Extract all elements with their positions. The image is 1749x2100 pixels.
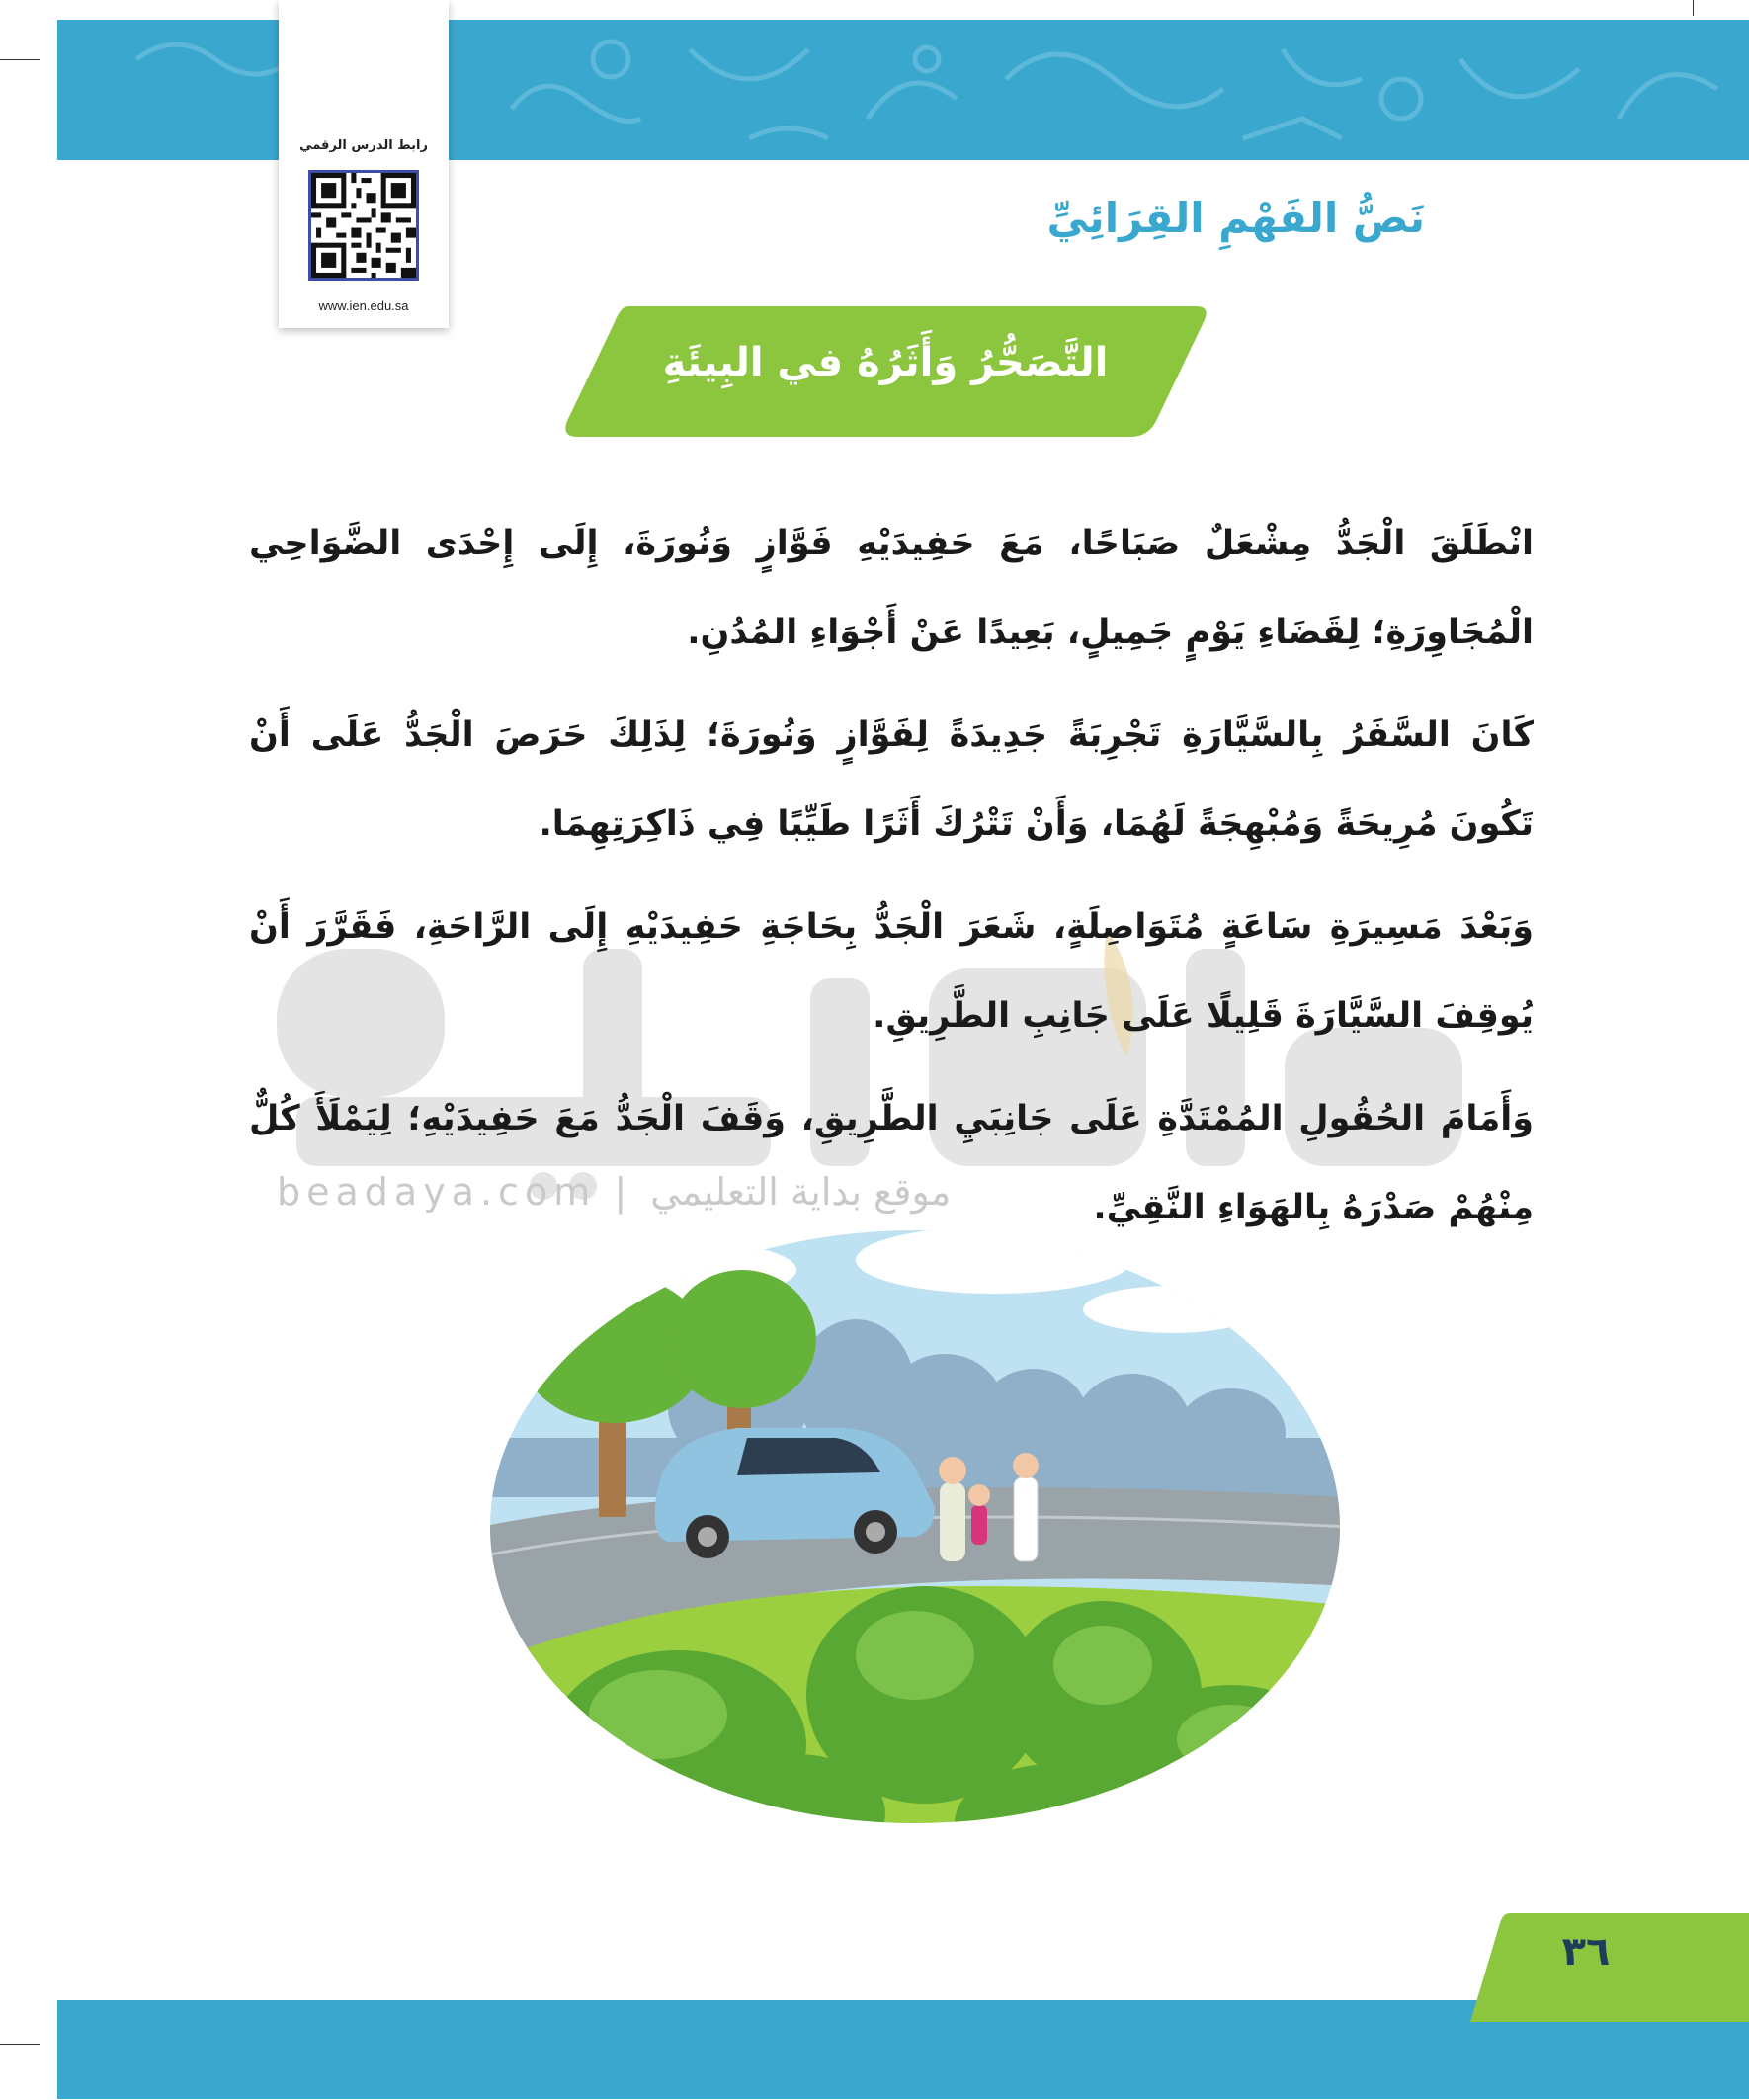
lesson-title: التَّصَحُّرُ وَأَثَرُهُ في البِيئَةِ xyxy=(662,340,1109,385)
page-number: ٣٦ xyxy=(1561,1929,1611,1974)
qr-code-icon[interactable] xyxy=(308,170,419,281)
scene-illustration xyxy=(480,1230,1350,1838)
paragraph: وَأَمَامَ الحُقُولِ المُمْتَدَّةِ عَلَى جَانِبَيِ الطَّرِيقِ، وَقَفَ الْجَدُّ مَعَ حَفِيدَيْهِ؛ لِيَمْلَأَ كُلٌّ مِنْهُمْ صَدْرَهُ بِالهَوَاءِ النَّقِيِّ. xyxy=(249,1099,1534,1227)
paragraph: انْطَلَقَ الْجَدُّ مِشْعَلٌ صَبَاحًا، مَعَ حَفِيدَيْهِ فَوَّازٍ وَنُورَةَ، إِلَى إِحْدَى الضَّوَاحِي الْمُجَاوِرَةِ؛ لِقَضَاءِ يَوْمٍ جَمِيلٍ، بَعِيدًا عَنْ أَجْوَاءِ المُدُنِ. xyxy=(249,524,1534,652)
qr-card[interactable] xyxy=(279,0,449,328)
car-icon xyxy=(655,1428,935,1558)
qr-caption: رابط الدرس الرقمي xyxy=(299,138,428,153)
reading-text xyxy=(249,499,1534,1266)
crop-mark xyxy=(1693,0,1694,16)
crop-mark xyxy=(0,2044,40,2045)
paragraph: كَانَ السَّفَرُ بِالسَّيَّارَةِ تَجْرِبَةً جَدِيدَةً لِفَوَّازٍ وَنُورَةَ؛ لِذَلِكَ حَرَصَ الْجَدُّ عَلَى أَنْ تَكُونَ مُرِيحَةً وَمُبْهِجَةً لَهُمَا، وَأَنْ تَتْرُكَ أَثَرًا طَيِّبًا فِي ذَاكِرَتِهِمَا. xyxy=(249,715,1534,844)
watermark-separator: | xyxy=(614,1170,633,1214)
watermark-tagline: موقع بداية التعليمي xyxy=(650,1170,952,1214)
section-title: نَصُّ الفَهْمِ القِرَائِيِّ xyxy=(1046,194,1425,242)
qr-url[interactable]: www.ien.edu.sa xyxy=(318,298,409,313)
paragraph: وَبَعْدَ مَسِيرَةِ سَاعَةٍ مُتَوَاصِلَةٍ، شَعَرَ الْجَدُّ بِحَاجَةِ حَفِيدَيْهِ إِلَى الرَّاحَةِ، فَقَرَّرَ أَنْ يُوقِفَ السَّيَّارَةَ قَلِيلًا عَلَى جَانِبِ الطَّرِيقِ. xyxy=(249,907,1534,1036)
crop-mark xyxy=(0,59,40,60)
watermark-site: beadaya.com xyxy=(277,1170,597,1214)
